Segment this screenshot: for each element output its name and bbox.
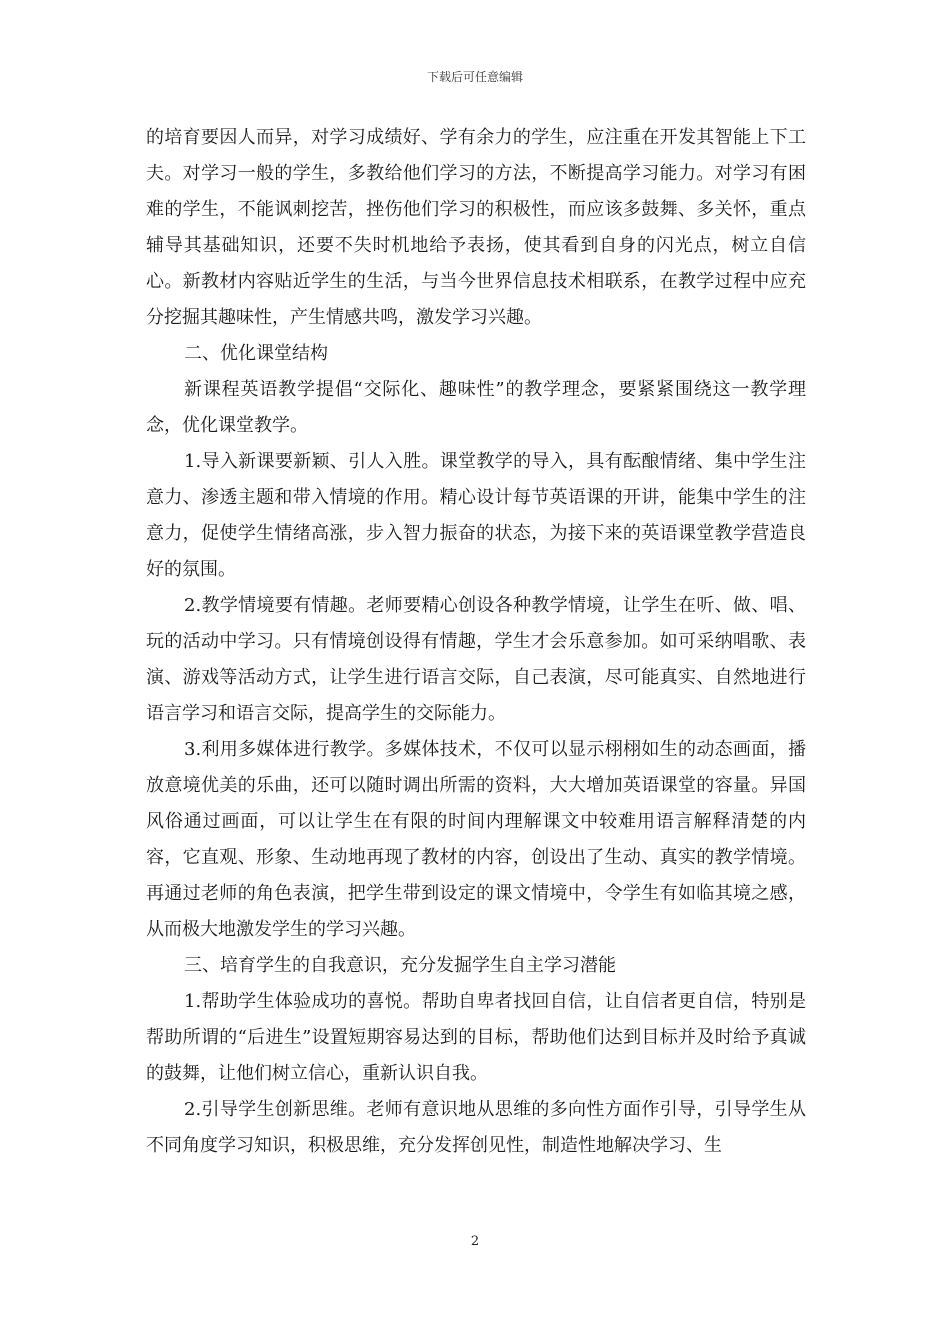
paragraph: 的培育要因人而异，对学习成绩好、学有余力的学生，应注重在开发其智能上下工夫。对学习一般的学生，多教给他们学习的方法，不断提高学习能力。对学习有困难的学生，不能讽刺挖苦，挫伤他们学习的积极性，而应该多鼓舞、多关怀，重点辅导其基础知识，还要不失时机地给予表扬，使其看到自身的闪光点，树立自信心。新教材内容贴近学生的生活，与当今世界信息技术相联系，在教学过程中应充分挖掘其趣味性，产生情感共鸣，激发学习兴趣。 [146, 127, 806, 328]
list-item-paragraph: 2.引导学生创新思维。老师有意识地从思维的多向性方面作引导，引导学生从不同角度学习知识，积极思维，充分发挥创见性，制造性地解决学习、生 [146, 1099, 806, 1156]
list-item-paragraph: 1.导入新课要新颖、引人入胜。课堂教学的导入，具有酝酿情绪、集中学生注意力、渗透主题和带入情境的作用。精心设计每节英语课的开讲，能集中学生的注意力，促使学生情绪高涨，步入智力振奋的状态，为接下来的英语课堂教学营造良好的氛围。 [146, 451, 806, 580]
list-item-paragraph: 1.帮助学生体验成功的喜悦。帮助自卑者找回自信，让自信者更自信，特别是帮助所谓的“后进生”设置短期容易达到的目标，帮助他们达到目标并及时给予真诚的鼓舞，让他们树立信心，重新认识自我。 [146, 991, 806, 1084]
list-item-paragraph: 2.教学情境要有情趣。老师要精心创设各种教学情境，让学生在听、做、唱、玩的活动中学习。只有情境创设得有情趣，学生才会乐意参加。如可采纳唱歌、表演、游戏等活动方式，让学生进行语言交际，自己表演，尽可能真实、自然地进行语言学习和语言交际，提高学生的交际能力。 [146, 595, 806, 724]
list-item-paragraph: 3.利用多媒体进行教学。多媒体技术，不仅可以显示栩栩如生的动态画面，播放意境优美的乐曲，还可以随时调出所需的资料，大大增加英语课堂的容量。异国风俗通过画面，可以让学生在有限的时间内理解课文中较难用语言解释清楚的内容，它直观、形象、生动地再现了教材的内容，创设出了生动、真实的教学情境。再通过老师的角色表演，把学生带到设定的课文情境中，令学生有如临其境之感，从而极大地激发学生的学习兴趣。 [146, 739, 806, 940]
section-heading: 三、培育学生的自我意识，充分发掘学生自主学习潜能 [184, 955, 616, 976]
page-header: 下载后可任意编辑 [426, 70, 523, 84]
section-heading: 二、优化课堂结构 [184, 343, 328, 364]
paragraph: 新课程英语教学提倡“交际化、趣味性”的教学理念，要紧紧围绕这一教学理念，优化课堂教学。 [146, 379, 806, 436]
document-body [146, 120, 806, 1164]
page-number: 2 [470, 1234, 480, 1249]
